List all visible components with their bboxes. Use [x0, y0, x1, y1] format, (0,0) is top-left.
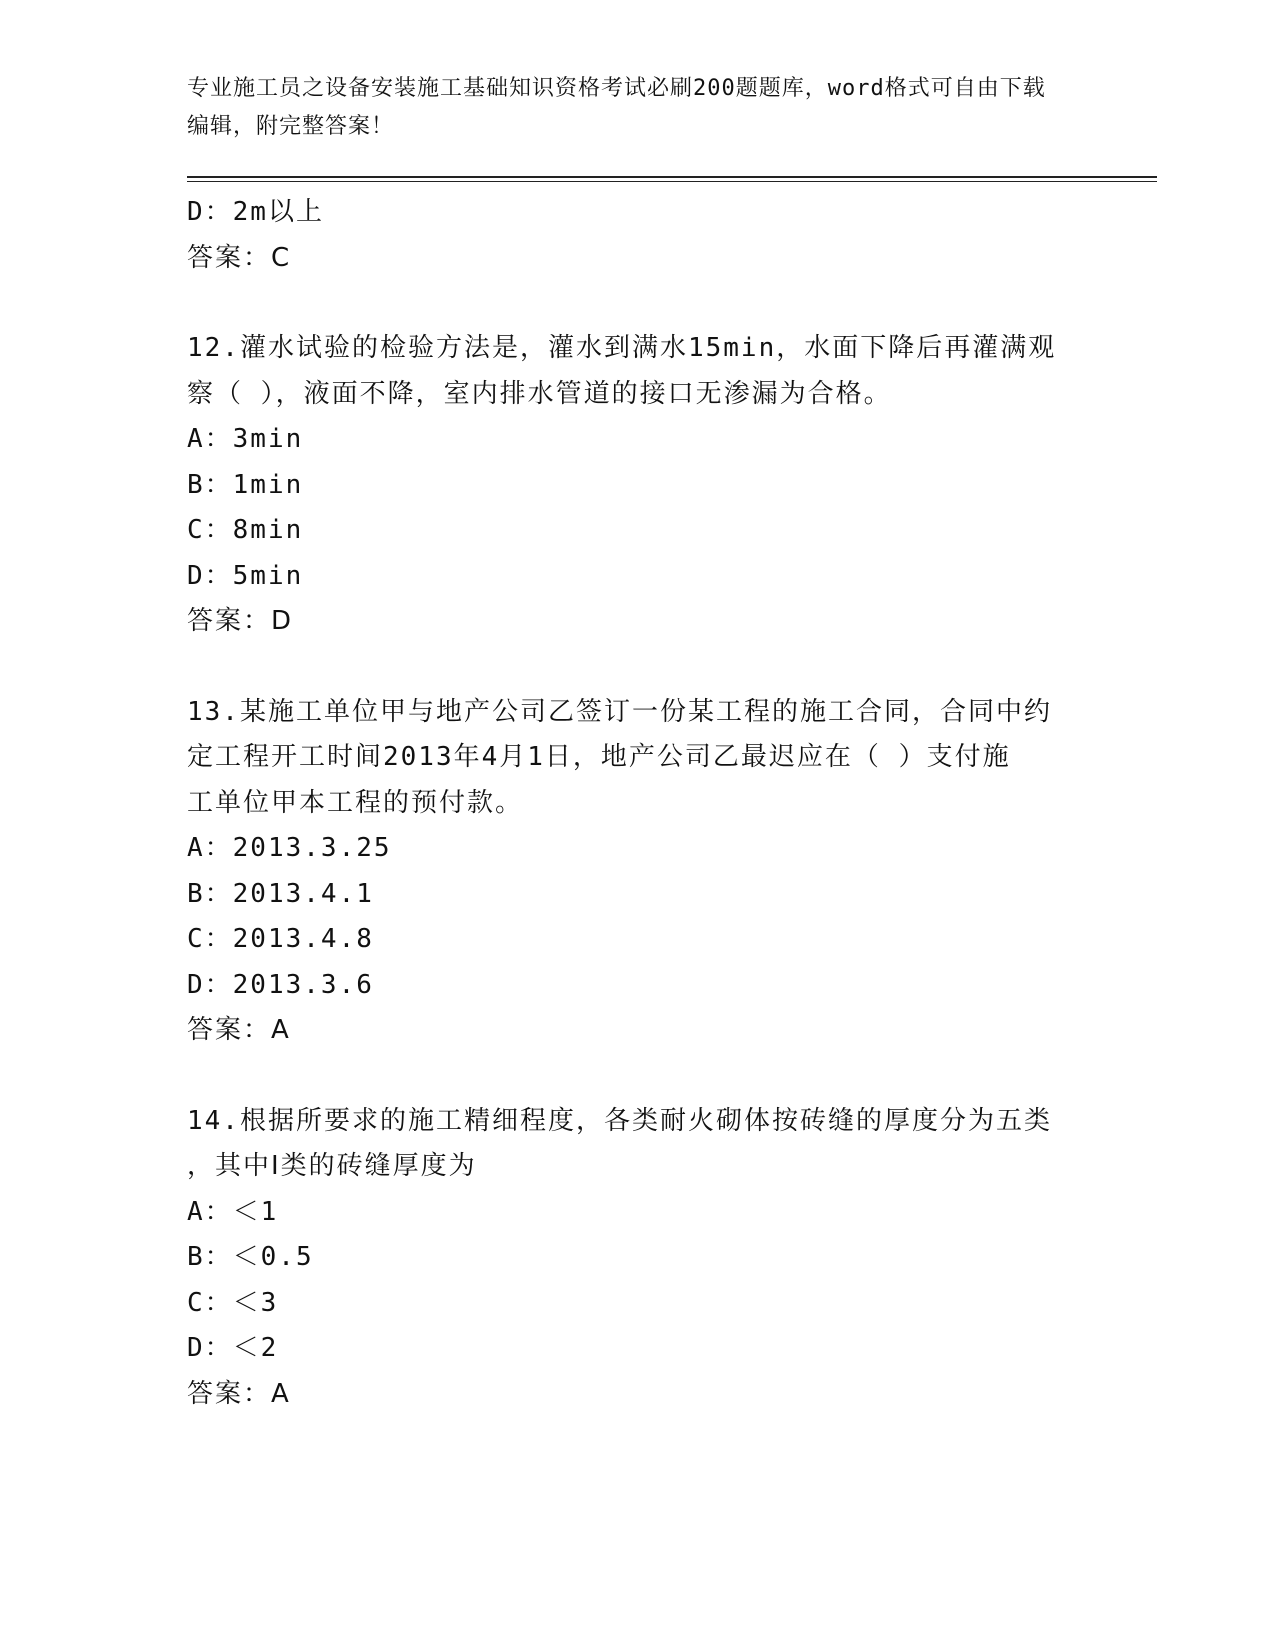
question-text-line: 察（ ），液面不降，室内排水管道的接口无渗漏为合格。	[187, 378, 892, 409]
question-text-line: 13.某施工单位甲与地产公司乙签订一份某工程的施工合同，合同中约	[187, 696, 1052, 727]
question-12-option-d: D：5min	[187, 560, 304, 591]
spacer	[187, 281, 1157, 326]
question-12-option-c: C：8min	[187, 515, 304, 545]
question-13-option-b: B：2013.4.1	[187, 878, 374, 909]
spacer	[187, 1054, 1157, 1099]
question-13-text	[187, 690, 1087, 827]
question-14-option-c: C：＜3	[187, 1287, 279, 1318]
header-divider-thin	[187, 181, 1157, 182]
question-13-option-a: A：2013.3.25	[187, 833, 392, 863]
question-11-answer: 答案：C	[187, 242, 292, 273]
question-12-option-a: A：3min	[187, 424, 304, 454]
question-12-text	[187, 326, 1087, 417]
question-text-line: 12.灌水试验的检验方法是，灌水到满水15min，水面下降后再灌满观	[187, 333, 1057, 363]
header-divider-thick	[187, 176, 1157, 178]
question-12	[187, 326, 1157, 645]
question-text-line: ，其中Ⅰ类的砖缝厚度为	[187, 1151, 477, 1181]
question-13-answer: 答案：A	[187, 1015, 291, 1045]
question-13-option-d: D：2013.3.6	[187, 969, 374, 1000]
question-text-line: 工单位甲本工程的预付款。	[187, 787, 524, 818]
question-14-option-b: B：＜0.5	[187, 1242, 314, 1272]
document-header-title: 专业施工员之设备安装施工基础知识资格考试必刷200题题库，word格式可自由下载编辑，附完整答案！	[187, 76, 1046, 139]
question-14-option-d: D：＜2	[187, 1333, 279, 1363]
document-page	[187, 70, 1157, 1417]
spacer	[187, 645, 1157, 690]
question-11-option-d: D：2m以上	[187, 197, 324, 227]
question-12-answer: 答案：D	[187, 606, 294, 636]
question-13-option-c: C：2013.4.8	[187, 924, 374, 954]
question-14-text	[187, 1099, 1087, 1190]
question-14-option-a: A：＜1	[187, 1196, 279, 1227]
question-text-line: 定工程开工时间2013年4月1日，地产公司乙最迟应在（ ）支付施	[187, 742, 1011, 772]
document-content	[187, 190, 1157, 1417]
question-14-answer: 答案：A	[187, 1378, 291, 1409]
question-14	[187, 1099, 1157, 1418]
question-12-option-b: B：1min	[187, 469, 304, 500]
question-13	[187, 690, 1157, 1054]
question-text-line: 14.根据所要求的施工精细程度，各类耐火砌体按砖缝的厚度分为五类	[187, 1105, 1052, 1136]
